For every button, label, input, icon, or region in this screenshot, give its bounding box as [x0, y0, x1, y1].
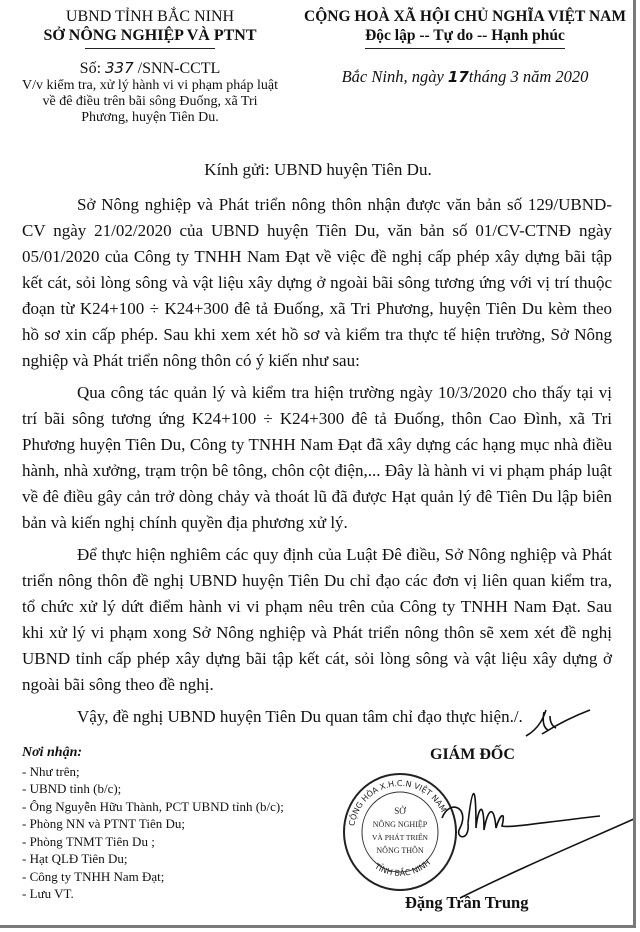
document-date [300, 67, 630, 87]
body-paragraph: Vậy, đề nghị UBND huyện Tiên Du quan tâm chỉ đạo thực hiện./. [77, 707, 523, 726]
svg-text:TỈNH BẮC NINH: TỈNH BẮC NINH [373, 858, 433, 878]
recipient-item: - Ông Nguyễn Hữu Thành, PCT UBND tỉnh (b/c); [22, 798, 284, 814]
letter-body [22, 192, 612, 736]
header-left [0, 8, 300, 126]
national-title: CỘNG HOÀ XÃ HỘI CHỦ NGHĨA VIỆT NAM [304, 8, 626, 25]
document-number-suffix: /SNN-CCTL [133, 60, 221, 77]
date-suffix: tháng 3 năm 2020 [468, 67, 589, 86]
recipients-title: Nơi nhận: [22, 745, 83, 760]
svg-text:CỘNG HÒA X.H.C.N VIỆT NAM: CỘNG HÒA X.H.C.N VIỆT NAM [347, 779, 449, 827]
svg-text:NÔNG NGHIỆP: NÔNG NGHIỆP [372, 820, 428, 829]
date-prefix: Bắc Ninh, ngày [341, 67, 448, 86]
recipient-item: - Công ty TNHH Nam Đạt; [22, 868, 165, 884]
document-number-handwritten: 337 [105, 59, 134, 77]
recipient-item: - Phòng TNMT Tiên Du ; [22, 833, 155, 849]
motto-underline [365, 48, 565, 49]
document-number-prefix: Số: [79, 60, 106, 77]
header-left-underline [85, 48, 215, 49]
signer-name: Đặng Trần Trung [405, 893, 529, 912]
recipient-item: - Hạt QLĐ Tiên Du; [22, 851, 128, 866]
handwritten-initials [522, 706, 592, 740]
document-number [0, 59, 300, 78]
recipient-item: - UBND tỉnh (b/c); [22, 781, 122, 796]
svg-text:VÀ PHÁT TRIỂN: VÀ PHÁT TRIỂN [372, 833, 428, 842]
header-right [300, 8, 630, 87]
greeting: Kính gửi: UBND huyện Tiên Du. [204, 160, 432, 179]
recipient-item: - Phòng NN và PTNT Tiên Du; [22, 816, 186, 831]
svg-text:NÔNG THÔN: NÔNG THÔN [376, 846, 424, 855]
body-paragraph: Sở Nông nghiệp và Phát triển nông thôn nhận được văn bản số 129/UBND-CV ngày 21/02/2020 của UBND huyện Tiên Du, văn bản số 01/CV-CTNĐ ngày 05/01/2020 của Công ty TNHH Nam Đạt về việc đề nghị cấp phép xây dựng bãi tập kết cát, sỏi lòng sông và vật liệu xây dựng ở ngoài bãi sông tương ứng với vị trí thuộc đoạn từ K24+100 ÷ K24+300 đê tả Đuống, xã Tri Phương, huyện Tiên Du kèm theo hồ sơ xin cấp phép. Sau khi xem xét hồ sơ và kiểm tra thực tế hiện trường, Sở Nông nghiệp và Phát triển nông thôn có ý kiến như sau: [22, 195, 612, 370]
body-paragraph: Để thực hiện nghiêm các quy định của Luật Đê điều, Sở Nông nghiệp và Phát triển nông thôn đề nghị UBND huyện Tiên Du chỉ đạo các đơn vị liên quan kiểm tra, tổ chức xử lý dứt điểm hành vi vi phạm nêu trên của Công ty TNHH Nam Đạt. Sau khi xử lý vi phạm xong Sở Nông nghiệp và Phát triển nông thôn sẽ xem xét đề nghị UBND tỉnh cấp phép xây dựng bãi tập kết cát, sỏi lòng sông và vật liệu xây dựng ở ngoài bãi sông theo đề nghị. [22, 545, 612, 694]
issuing-agency: SỞ NÔNG NGHIỆP VÀ PTNT [43, 27, 257, 44]
signer-position: GIÁM ĐỐC [430, 746, 515, 763]
date-day-handwritten: 17 [447, 68, 469, 86]
recipient-item: - Lưu VT. [22, 886, 74, 901]
document-subject: V/v kiểm tra, xử lý hành vi vi phạm pháp luật về đê điều trên bãi sông Đuống, xã Tri Phương, huyện Tiên Du. [21, 78, 279, 125]
recipients-block [22, 744, 284, 903]
recipient-item: - Như trên; [22, 763, 80, 779]
issuing-authority: UBND TỈNH BẮC NINH [65, 8, 235, 25]
national-motto: Độc lập -- Tự do -- Hạnh phúc [365, 27, 565, 44]
svg-text:SỞ: SỞ [394, 806, 406, 816]
body-paragraph: Qua công tác quản lý và kiểm tra hiện trường ngày 10/3/2020 cho thấy tại vị trí bãi sông tương ứng K24+100 ÷ K24+300 đê tả Đuống, thôn Cao Đình, xã Tri Phương huyện Tiên Du, Công ty TNHH Nam Đạt đã xây dựng các hạng mục nhà điều hành, nhà xưởng, trạm trộn bê tông, chôn cột điện,... Đây là hành vi vi phạm pháp luật về đê điều gây cản trở dòng chảy và thoát lũ đã được Hạt quản lý đê Tiên Du lập biên bản và kiến nghị chính quyền địa phương xử lý. [22, 383, 612, 532]
